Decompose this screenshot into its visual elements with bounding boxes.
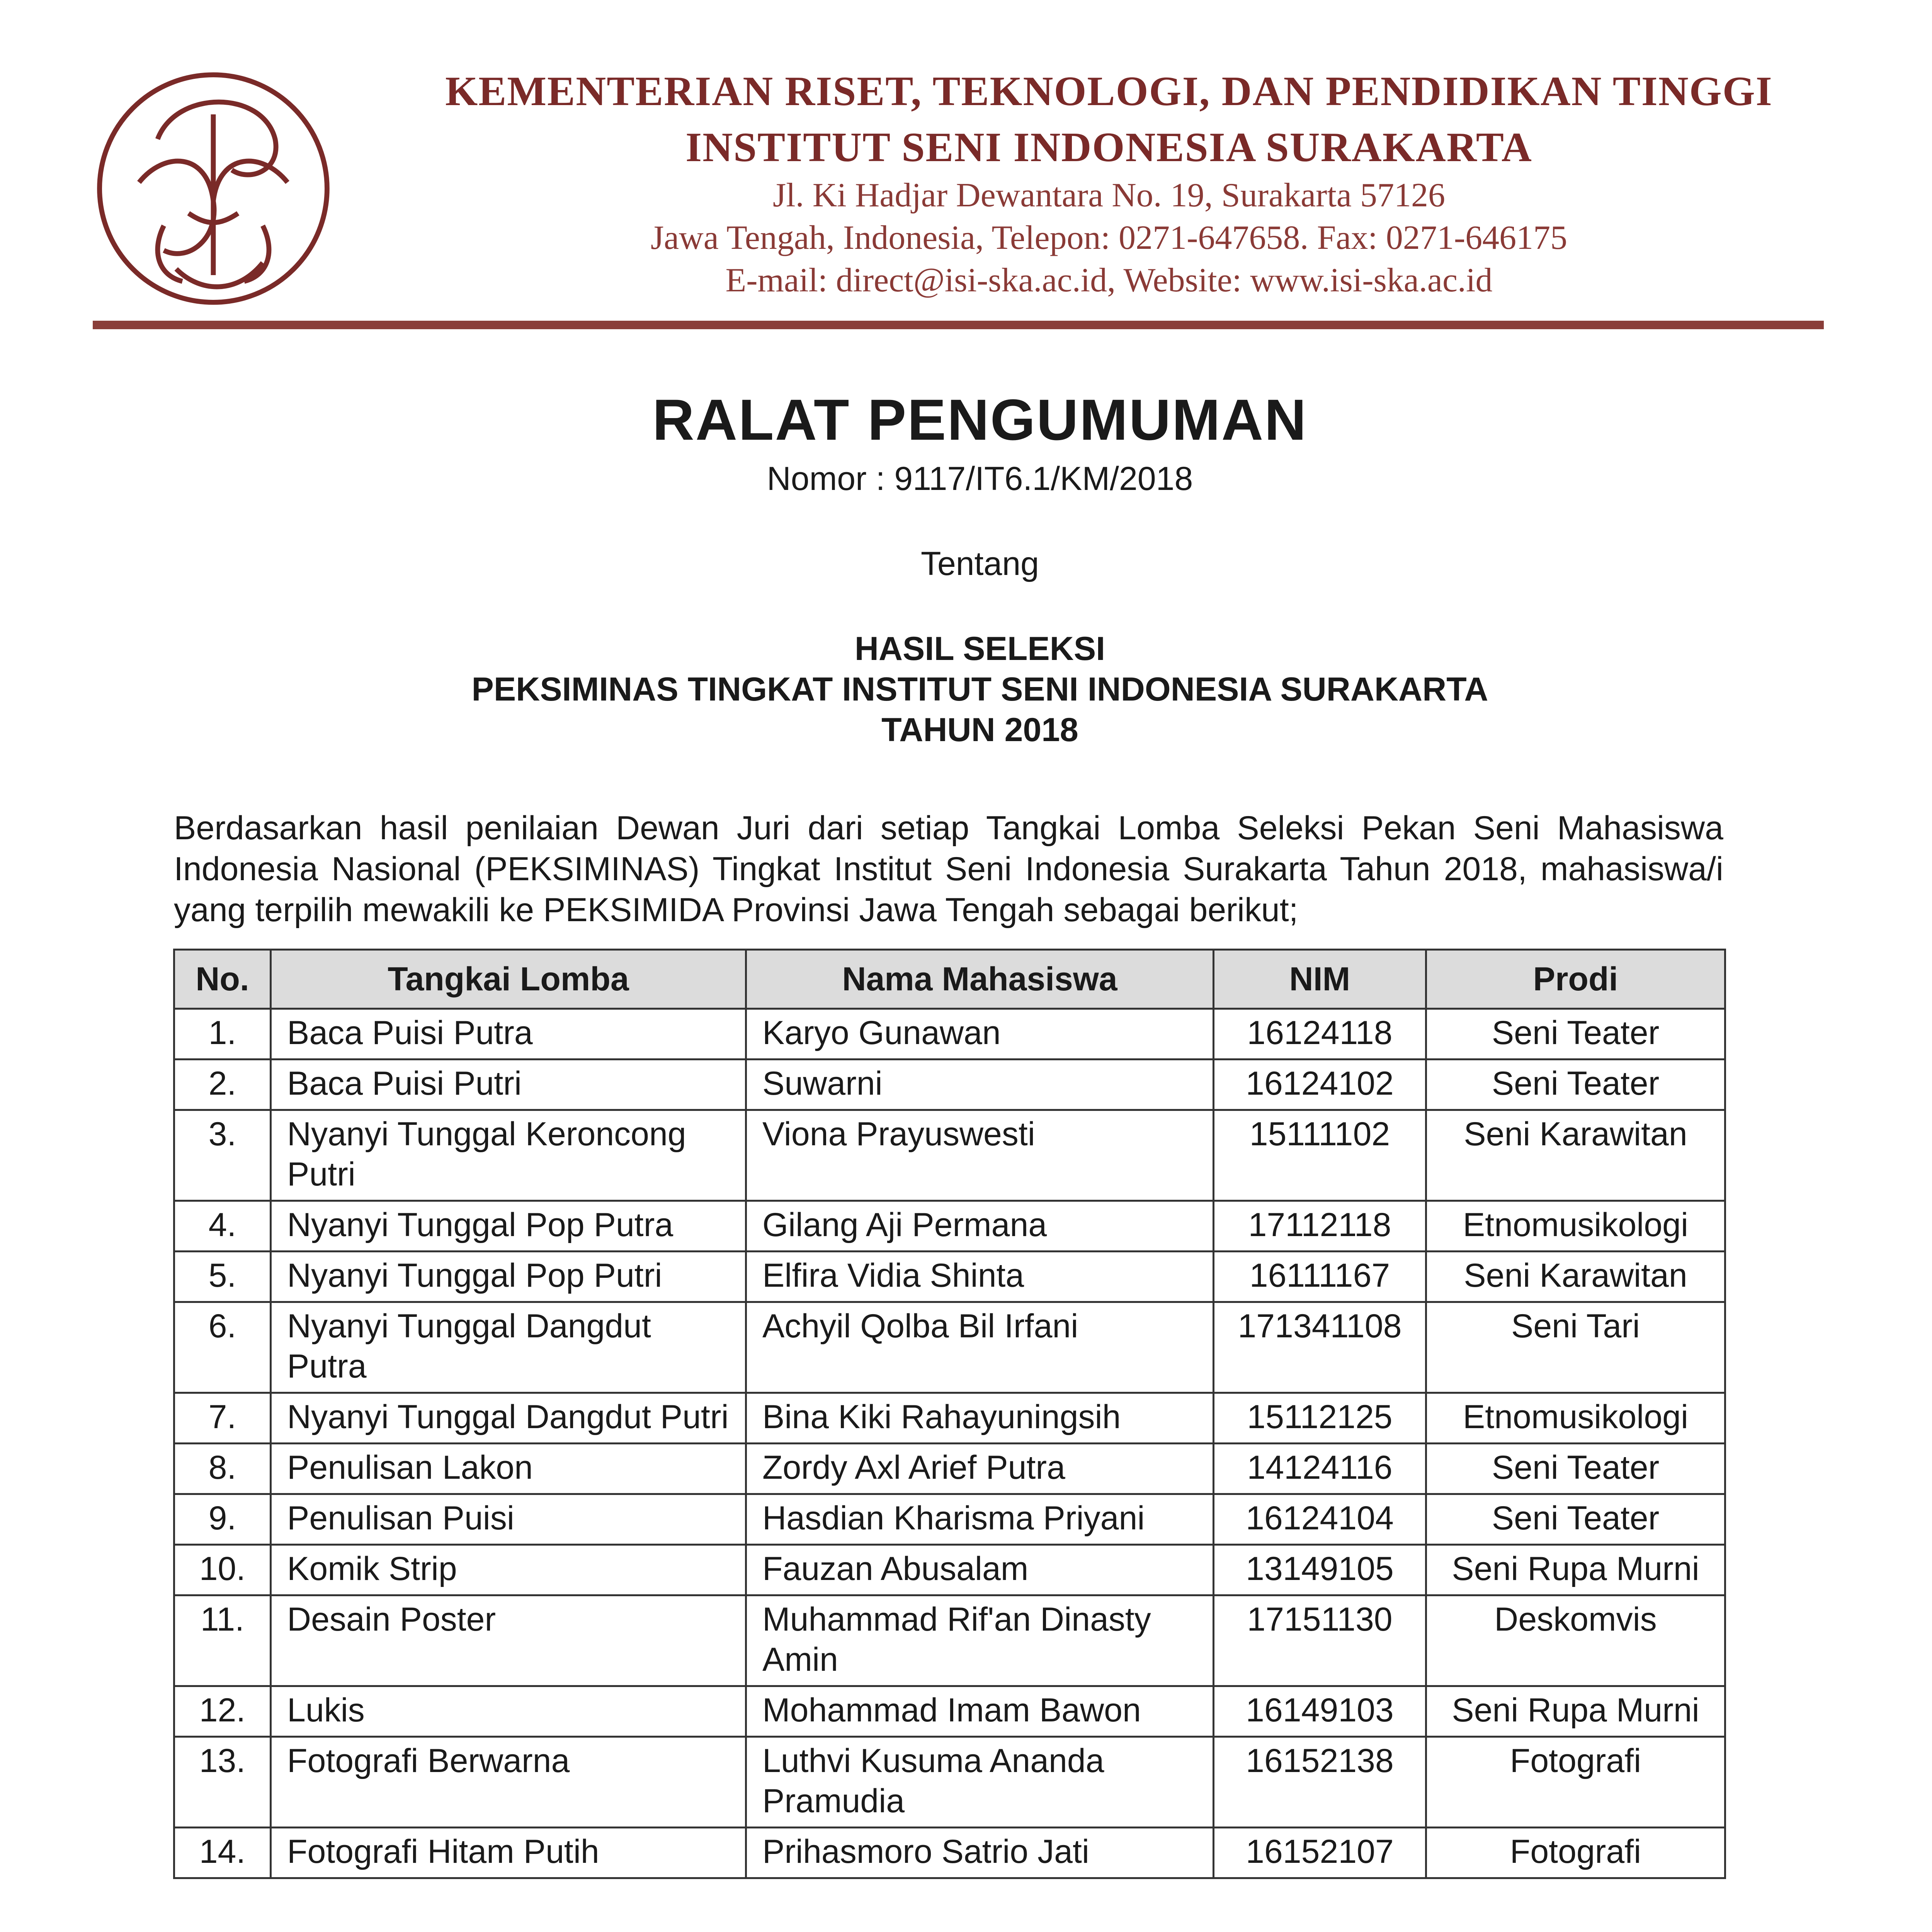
cell-lomba: Baca Puisi Putra	[271, 1009, 746, 1060]
table-row	[174, 1828, 1725, 1878]
table-row	[174, 1686, 1725, 1737]
institute-contact: Jawa Tengah, Indonesia, Telepon: 0271-647658. Fax: 0271-646175	[650, 219, 1568, 257]
subject-line-2: PEKSIMINAS TINGKAT INSTITUT SENI INDONESIA SURAKARTA	[471, 671, 1488, 708]
cell-nama: Karyo Gunawan	[746, 1009, 1214, 1060]
cell-lomba: Penulisan Puisi	[271, 1494, 746, 1545]
cell-lomba: Nyanyi Tunggal Pop Putri	[271, 1252, 746, 1302]
cell-lomba: Fotografi Hitam Putih	[271, 1828, 746, 1878]
cell-no: 5.	[174, 1252, 271, 1302]
cell-nim: 13149105	[1214, 1545, 1426, 1595]
cell-lomba: Nyanyi Tunggal Dangdut Putra	[271, 1302, 746, 1393]
cell-nama: Elfira Vidia Shinta	[746, 1252, 1214, 1302]
cell-prodi: Seni Teater	[1426, 1009, 1725, 1060]
cell-no: 3.	[174, 1110, 271, 1201]
cell-nim: 16149103	[1214, 1686, 1426, 1737]
cell-prodi: Seni Karawitan	[1426, 1110, 1725, 1201]
cell-nim: 16152138	[1214, 1737, 1426, 1828]
institute-name: INSTITUT SENI INDONESIA SURAKARTA	[685, 124, 1532, 170]
cell-nim: 17151130	[1214, 1595, 1426, 1686]
header-nim: NIM	[1214, 950, 1426, 1009]
cell-prodi: Seni Rupa Murni	[1426, 1686, 1725, 1737]
cell-prodi: Seni Karawitan	[1426, 1252, 1725, 1302]
cell-no: 6.	[174, 1302, 271, 1393]
table-row	[174, 1009, 1725, 1060]
document-about: Tentang	[920, 545, 1039, 582]
cell-lomba: Penulisan Lakon	[271, 1444, 746, 1494]
table-row	[174, 1737, 1725, 1828]
table-row	[174, 1545, 1725, 1595]
table-row	[174, 1302, 1725, 1393]
cell-nama: Muhammad Rif'an Dinasty Amin	[746, 1595, 1214, 1686]
ministry-name: KEMENTERIAN RISET, TEKNOLOGI, DAN PENDIDIKAN TINGGI	[445, 68, 1773, 114]
table-header-row	[174, 950, 1725, 1009]
header-lomba: Tangkai Lomba	[271, 950, 746, 1009]
header-no: No.	[174, 950, 271, 1009]
cell-lomba: Baca Puisi Putri	[271, 1060, 746, 1110]
phoenix-emblem-icon	[90, 65, 337, 312]
cell-nim: 16124102	[1214, 1060, 1426, 1110]
cell-nim: 14124116	[1214, 1444, 1426, 1494]
cell-nim: 16124104	[1214, 1494, 1426, 1545]
cell-no: 1.	[174, 1009, 271, 1060]
letterhead-divider	[93, 321, 1824, 329]
cell-nama: Bina Kiki Rahayuningsih	[746, 1393, 1214, 1444]
cell-nama: Achyil Qolba Bil Irfani	[746, 1302, 1214, 1393]
cell-nim: 15111102	[1214, 1110, 1426, 1201]
cell-nim: 171341108	[1214, 1302, 1426, 1393]
cell-nama: Prihasmoro Satrio Jati	[746, 1828, 1214, 1878]
cell-no: 10.	[174, 1545, 271, 1595]
cell-nim: 16124118	[1214, 1009, 1426, 1060]
table-row	[174, 1110, 1725, 1201]
intro-paragraph: Berdasarkan hasil penilaian Dewan Juri dari setiap Tangkai Lomba Seleksi Pekan Seni Mahasiswa Indonesia Nasional (PEKSIMINAS) Tingkat Institut Seni Indonesia Surakarta Tahun 2018, mahasiswa/i yang terpilih mewakili ke PEKSIMIDA Provinsi Jawa Tengah sebagai berikut;	[174, 810, 1723, 929]
cell-prodi: Etnomusikologi	[1426, 1393, 1725, 1444]
cell-nama: Hasdian Kharisma Priyani	[746, 1494, 1214, 1545]
cell-lomba: Desain Poster	[271, 1595, 746, 1686]
cell-no: 2.	[174, 1060, 271, 1110]
cell-lomba: Nyanyi Tunggal Keroncong Putri	[271, 1110, 746, 1201]
subject-line-3: TAHUN 2018	[881, 711, 1078, 748]
table-row	[174, 1201, 1725, 1252]
cell-lomba: Lukis	[271, 1686, 746, 1737]
cell-nim: 15112125	[1214, 1393, 1426, 1444]
cell-prodi: Deskomvis	[1426, 1595, 1725, 1686]
cell-nama: Mohammad Imam Bawon	[746, 1686, 1214, 1737]
table-row	[174, 1494, 1725, 1545]
cell-lomba: Nyanyi Tunggal Pop Putra	[271, 1201, 746, 1252]
cell-lomba: Komik Strip	[271, 1545, 746, 1595]
cell-no: 9.	[174, 1494, 271, 1545]
cell-nama: Luthvi Kusuma Ananda Pramudia	[746, 1737, 1214, 1828]
cell-nim: 16111167	[1214, 1252, 1426, 1302]
cell-prodi: Seni Teater	[1426, 1060, 1725, 1110]
results-table	[173, 949, 1726, 1879]
header-prodi: Prodi	[1426, 950, 1725, 1009]
cell-prodi: Seni Teater	[1426, 1444, 1725, 1494]
cell-nama: Gilang Aji Permana	[746, 1201, 1214, 1252]
cell-no: 14.	[174, 1828, 271, 1878]
table-row	[174, 1252, 1725, 1302]
institute-address: Jl. Ki Hadjar Dewantara No. 19, Surakarta 57126	[773, 177, 1445, 214]
cell-prodi: Seni Tari	[1426, 1302, 1725, 1393]
cell-no: 7.	[174, 1393, 271, 1444]
cell-prodi: Etnomusikologi	[1426, 1201, 1725, 1252]
cell-prodi: Fotografi	[1426, 1737, 1725, 1828]
cell-no: 8.	[174, 1444, 271, 1494]
subject-line-1: HASIL SELEKSI	[854, 630, 1105, 667]
cell-no: 4.	[174, 1201, 271, 1252]
cell-nim: 17112118	[1214, 1201, 1426, 1252]
table-row	[174, 1393, 1725, 1444]
cell-no: 11.	[174, 1595, 271, 1686]
table-row	[174, 1060, 1725, 1110]
cell-nim: 16152107	[1214, 1828, 1426, 1878]
document-number: Nomor : 9117/IT6.1/KM/2018	[767, 460, 1193, 497]
cell-nama: Fauzan Abusalam	[746, 1545, 1214, 1595]
cell-nama: Viona Prayuswesti	[746, 1110, 1214, 1201]
cell-prodi: Seni Teater	[1426, 1494, 1725, 1545]
institute-web: E-mail: direct@isi-ska.ac.id, Website: www.isi-ska.ac.id	[725, 262, 1493, 299]
cell-no: 13.	[174, 1737, 271, 1828]
cell-prodi: Fotografi	[1426, 1828, 1725, 1878]
cell-prodi: Seni Rupa Murni	[1426, 1545, 1725, 1595]
cell-nama: Zordy Axl Arief Putra	[746, 1444, 1214, 1494]
cell-lomba: Fotografi Berwarna	[271, 1737, 746, 1828]
table-row	[174, 1444, 1725, 1494]
cell-nama: Suwarni	[746, 1060, 1214, 1110]
header-nama: Nama Mahasiswa	[746, 950, 1214, 1009]
table-row	[174, 1595, 1725, 1686]
cell-lomba: Nyanyi Tunggal Dangdut Putri	[271, 1393, 746, 1444]
cell-no: 12.	[174, 1686, 271, 1737]
document-title: RALAT PENGUMUMAN	[652, 387, 1308, 452]
